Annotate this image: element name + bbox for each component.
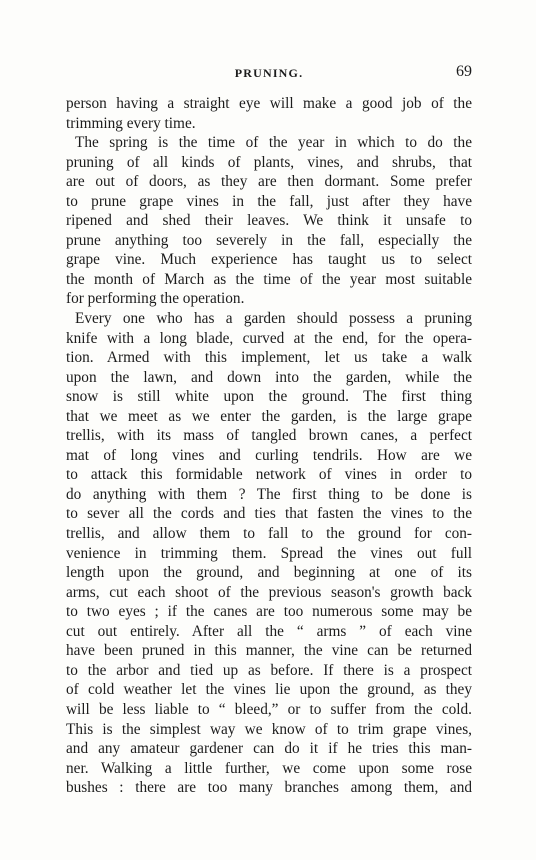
text-line: and any amateur gardener can do it if he tries this man- (66, 740, 472, 758)
text-line: length upon the ground, and beginning at one of its (66, 564, 472, 582)
text-line: to two eyes ; if the canes are too numerous some may be (66, 603, 472, 621)
text-line: the month of March as the time of the year most suitable (66, 270, 472, 288)
text-line: trellis, and allow them to fall to the ground for con- (66, 525, 472, 543)
text-line: upon the lawn, and down into the garden, while the (66, 368, 472, 386)
text-line: bushes : there are too many branches among them, and (66, 779, 472, 797)
text-line: The spring is the time of the year in which to do the (75, 134, 472, 152)
text-line: venience in trimming them. Spread the vines out full (66, 544, 472, 562)
page-number: 69 (456, 63, 472, 80)
text-line: ripened and shed their leaves. We think it unsafe to (66, 212, 472, 230)
text-line: to sever all the cords and ties that fasten the vines to the (66, 505, 472, 523)
text-line: to attack this formidable network of vines in order to (66, 466, 472, 484)
text-line: are out of doors, as they are then dormant. Some prefer (66, 173, 472, 191)
text-line: mat of long vines and curling tendrils. How are we (66, 446, 472, 464)
text-line: tion. Armed with this implement, let us take a walk (66, 349, 472, 367)
text-line: Every one who has a garden should possess a pruning (75, 310, 472, 328)
text-line: will be less liable to “ bleed,” or to suffer from the cold. (66, 700, 472, 718)
text-line: prune anything too severely in the fall, especially the (66, 231, 472, 249)
text-line: of cold weather let the vines lie upon the ground, as they (66, 681, 472, 699)
text-line: to the arbor and tied up as before. If there is a prospect (66, 661, 472, 679)
text-line: that we meet as we enter the garden, is the large grape (66, 407, 472, 425)
text-line: cut out entirely. After all the “ arms ” of each vine (66, 622, 472, 640)
text-line: trimming every time. (66, 114, 196, 132)
text-line: for performing the operation. (66, 290, 245, 308)
text-line: pruning of all kinds of plants, vines, and shrubs, that (66, 153, 472, 171)
text-line: trellis, with its mass of tangled brown canes, a perfect (66, 427, 472, 445)
body-text (66, 94, 472, 798)
text-line: do anything with them ? The first thing to be done is (66, 485, 472, 503)
text-line: to prune grape vines in the fall, just after they have (66, 192, 472, 210)
running-head (66, 63, 472, 83)
text-line: have been pruned in this manner, the vine can be returned (66, 642, 472, 660)
running-title: PRUNING. (234, 66, 304, 80)
text-line: ner. Walking a little further, we come upon some rose (66, 759, 472, 777)
text-line: grape vine. Much experience has taught us to select (66, 251, 472, 269)
text-line: snow is still white upon the ground. The first thing (66, 388, 472, 406)
text-line: This is the simplest way we know of to trim grape vines, (66, 720, 472, 738)
text-line: person having a straight eye will make a good job of the (66, 95, 472, 112)
text-line: arms, cut each shoot of the previous season's growth back (66, 583, 472, 601)
text-line: knife with a long blade, curved at the end, for the opera- (66, 329, 472, 347)
